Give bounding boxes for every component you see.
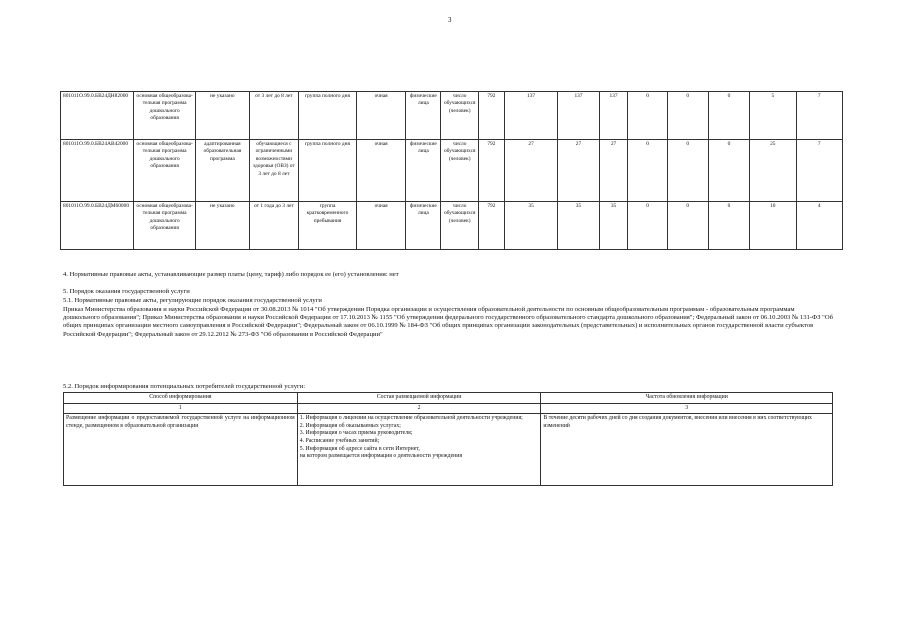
content-line: 3. Информация о часах приема руководителя; [299, 430, 413, 437]
cell-deviation-abs: 7 [796, 92, 843, 140]
section-4-text: 4. Нормативные правовые акты, устанавливающие размер платы (цену, тариф) либо порядок ее (его) установления: нет [63, 271, 399, 278]
table-row [61, 140, 843, 202]
cell-deviation-abs: 4 [796, 202, 843, 250]
cell-price: 0 [628, 92, 667, 140]
cell-condition2: очная [356, 92, 405, 140]
page-number: 3 [448, 16, 452, 24]
cell-code: 801011О.99.0.БВ24ДМ60000 [61, 202, 134, 250]
cell-deviation-pct: 10 [750, 202, 796, 250]
service-volume-table [60, 91, 843, 250]
cell-value: 137 [599, 92, 628, 140]
cell-value: 27 [504, 140, 558, 202]
cell-category: физические лица [406, 92, 441, 140]
cell-content [297, 414, 541, 486]
cell-price: 0 [628, 202, 667, 250]
information-table [63, 392, 833, 486]
cell-value: 35 [504, 202, 558, 250]
column-number: 2 [297, 403, 541, 414]
cell-content1: основная общеобразова-тельная программа дошкольного образования [134, 140, 196, 202]
cell-indicator: число обучающихся (человек) [441, 140, 479, 202]
cell-value: 27 [558, 140, 599, 202]
cell-price: 0 [628, 140, 667, 202]
section-5-2-title: 5.2. Порядок информирования потенциальных потребителей государственной услуги: [63, 383, 306, 390]
cell-content2: адаптированная образовательная программа [196, 140, 250, 202]
cell-indicator: число обучающихся (человек) [441, 92, 479, 140]
cell-price: 0 [708, 92, 749, 140]
cell-content1: основная общеобразова-тельная программа дошкольного образования [134, 92, 196, 140]
header-frequency: Частота обновления информации [541, 393, 833, 404]
cell-condition1: группа полного дня [299, 140, 357, 202]
header-content: Состав размещаемой информации [297, 393, 541, 404]
cell-category: физические лица [406, 202, 441, 250]
cell-value: 35 [558, 202, 599, 250]
table-number-row [64, 403, 833, 414]
content-line: 1. Информация о лицензии на осуществление образовательной деятельности учреждения; [299, 415, 523, 422]
cell-method: Размещение информации о предоставляемой государственной услуге на информационном стенде, размещенном в образовательной организации [64, 414, 298, 486]
cell-condition1: группа кратковременного пребывания [299, 202, 357, 250]
cell-value: 35 [599, 202, 628, 250]
column-number: 1 [64, 403, 298, 414]
cell-condition2: очная [356, 202, 405, 250]
cell-price: 0 [708, 140, 749, 202]
cell-value: 137 [504, 92, 558, 140]
header-method: Способ информирования [64, 393, 298, 404]
cell-code: 801011О.99.0.БВ24АВ42000 [61, 140, 134, 202]
cell-price: 0 [708, 202, 749, 250]
cell-value: 137 [558, 92, 599, 140]
cell-okei: 792 [479, 202, 505, 250]
section-5-1-title: 5.1. Нормативные правовые акты, регулирующие порядок оказания государственной услуги [63, 297, 322, 304]
content-line: 2. Информация об оказываемых услугах; [299, 422, 401, 429]
cell-condition1: группа полного дня [299, 92, 357, 140]
cell-price: 0 [667, 92, 708, 140]
table-row [61, 92, 843, 140]
cell-indicator: число обучающихся (человек) [441, 202, 479, 250]
cell-category: физические лица [406, 140, 441, 202]
table-row [64, 414, 833, 486]
cell-content2: не указано [196, 92, 250, 140]
cell-content3: от 1 года до 3 лет [249, 202, 298, 250]
table-row [61, 202, 843, 250]
cell-content3: от 3 лет до 8 лет [249, 92, 298, 140]
content-line: 5. Информация об адресе сайта в сети Интернет, [299, 445, 420, 452]
cell-code: 801011О.99.0.БВ24ДН82000 [61, 92, 134, 140]
section-5-title: 5. Порядок оказания государственной услуги [63, 288, 190, 295]
cell-content2: не указано [196, 202, 250, 250]
section-5-1-text: Приказ Министерства образования и науки Российской Федерации от 30.08.2013 № 1014 "Об утверждении Порядка организации и осуществления образовательной деятельности по основным общеобразовательным программам - образовательным программам дошкольного образования"; Приказ Министерства образования и науки Российской Федерации от 17.10.2013 № 1155 "Об утверждении федерального государственного образовательного стандарта дошкольного образования"; Федеральный закон от 06.10.2003 № 131-ФЗ "Об общих принципах организации местного самоуправления в Российской Федерации"; Федеральный закон от 06.10.1999 № 184-ФЗ "Об общих принципах организации законодательных (представительных) и исполнительных органов государственной власти субъектов Российской Федерации"; Федеральный закон от 29.12.2012 № 273-ФЗ "Об образовании в Российской Федерации" [63, 306, 833, 338]
content-line: на котором размещается информация о деятельности учреждения [299, 453, 463, 460]
cell-deviation-abs: 7 [796, 140, 843, 202]
content-line: 4. Расписание учебных занятий; [299, 437, 380, 444]
cell-frequency: В течение десяти рабочих дней со дня создания документов, внесения или внесения в них соответствующих изменений [541, 414, 833, 486]
cell-okei: 792 [479, 140, 505, 202]
cell-condition2: очная [356, 140, 405, 202]
cell-price: 0 [667, 140, 708, 202]
cell-content1: основная общеобразова-тельная программа дошкольного образования [134, 202, 196, 250]
column-number: 3 [541, 403, 833, 414]
cell-content3: обучающиеся с ограниченными возможностями здоровья (ОВЗ) от 3 лет до 8 лет [249, 140, 298, 202]
cell-deviation-pct: 25 [750, 140, 796, 202]
cell-okei: 792 [479, 92, 505, 140]
cell-value: 27 [599, 140, 628, 202]
table-header-row [64, 393, 833, 404]
cell-price: 0 [667, 202, 708, 250]
cell-deviation-pct: 5 [750, 92, 796, 140]
